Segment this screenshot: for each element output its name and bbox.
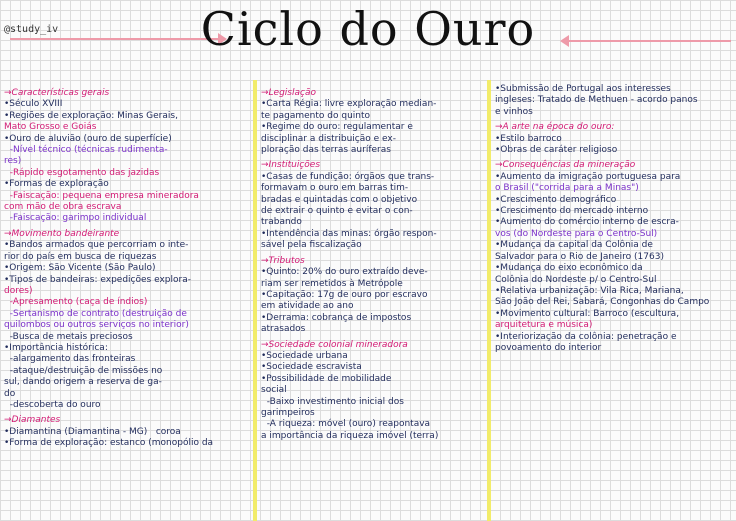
- note-line: do: [4, 388, 16, 399]
- note-line: atrasados: [261, 324, 306, 335]
- section-heading: →Tributos: [261, 255, 305, 266]
- note-line: •Origem: São Vicente (São Paulo): [4, 263, 156, 274]
- note-line: -Faiscação: garimpo individual: [4, 213, 147, 224]
- note-line: •Aumento do comércio interno de escra-: [495, 217, 679, 228]
- note-line: •Bandos armados que percorriam o inte-: [4, 240, 189, 251]
- notes-column-1: [4, 84, 252, 450]
- note-line: -Faiscação: pequena empresa mineradora: [4, 190, 199, 201]
- note-line: •Capitação: 17g de ouro por escravo: [261, 289, 428, 300]
- note-line: •Intendência das minas: órgão respon-: [261, 228, 437, 239]
- page-title: Ciclo do Ouro: [200, 2, 536, 56]
- note-line: •Forma de exploração: estanco (monopólio da: [4, 438, 214, 449]
- note-line: garimpeiros: [261, 407, 315, 418]
- note-line: •Ouro de aluvião (ouro de superfície): [4, 133, 172, 144]
- notes-column-3: [495, 84, 735, 354]
- note-line: povoamento do interior: [495, 342, 602, 353]
- note-line: -alargamento das fronteiras: [4, 354, 136, 365]
- note-line: -Sertanismo de contrato (destruição de: [4, 308, 187, 319]
- note-line: -Baixo investimento inicial dos: [261, 396, 404, 407]
- notes-column-2: [261, 84, 487, 442]
- section-heading: →Instituições: [261, 160, 321, 171]
- note-line: em atividade ao ano: [261, 301, 354, 312]
- note-line: te pagamento do quinto: [261, 110, 371, 121]
- note-line: -Rápido esgotamento das jazidas: [4, 167, 160, 178]
- note-line: bradas e quintadas com o objetivo: [261, 194, 418, 205]
- note-line: •Estilo barroco: [495, 133, 562, 144]
- note-line: arquitetura e música): [495, 320, 593, 331]
- note-line: •Século XVIII: [4, 99, 63, 110]
- note-line: com mão de obra escrava: [4, 202, 122, 213]
- note-line: ploração das terras auríferas: [261, 145, 391, 156]
- note-line: Colônia do Nordeste p/ o Centro-Sul: [495, 274, 657, 285]
- note-line: •Formas de exploração: [4, 179, 109, 190]
- note-line: •Derrama: cobrança de impostos: [261, 312, 412, 323]
- note-line: sável pela fiscalização: [261, 240, 362, 251]
- note-line: •Interiorização da colônia: penetração e: [495, 331, 677, 342]
- note-line: •Crescimento do mercado interno: [495, 206, 649, 217]
- note-line: •Diamantina (Diamantina - MG) coroa: [4, 426, 181, 437]
- section-heading: →Sociedade colonial mineradora: [261, 339, 408, 350]
- note-line: •Regime do ouro: regulamentar e: [261, 122, 413, 133]
- column-divider-2: [487, 80, 491, 521]
- note-line: -Nível técnico (técnicas rudimenta-: [4, 145, 168, 156]
- section-heading: →Características gerais: [4, 88, 110, 98]
- note-line: -Apresamento (caça de índios): [4, 297, 148, 308]
- note-line: •Tipos de bandeiras: expedições explora-: [4, 274, 191, 285]
- note-line: •Mudança do eixo econômico da: [495, 263, 643, 274]
- section-heading: →Consequências da mineração: [495, 160, 636, 171]
- note-line: vos (do Nordeste para o Centro-Sul): [495, 228, 658, 239]
- note-line: a importância da riqueza imóvel (terra): [261, 430, 439, 441]
- note-line: •Relativa urbanização: Vila Rica, Mariana,: [495, 285, 684, 296]
- note-line: disciplinar a distribuição e ex-: [261, 133, 396, 144]
- note-line: de extrair o quinto e evitar o con-: [261, 206, 413, 217]
- note-line: trabando: [261, 217, 302, 228]
- note-line: •Crescimento demográfico: [495, 194, 617, 205]
- note-line: res): [4, 156, 22, 167]
- note-line: •Movimento cultural: Barroco (escultura,: [495, 308, 680, 319]
- note-line: -descoberta do ouro: [4, 399, 101, 410]
- note-line: •Sociedade escravista: [261, 362, 362, 373]
- note-line: quilombos ou outros serviços no interior): [4, 320, 189, 331]
- note-line: •Quinto: 20% do ouro extraído deve-: [261, 267, 428, 278]
- section-heading: →Movimento bandeirante: [4, 228, 120, 239]
- section-heading: →Legislação: [261, 88, 316, 98]
- note-line: e vinhos: [495, 106, 533, 117]
- note-line: •Sociedade urbana: [261, 350, 348, 361]
- section-heading: →Diamantes: [4, 415, 61, 426]
- note-line: rior do país em busca de riquezas: [4, 251, 157, 262]
- note-line: •Obras de caráter religioso: [495, 145, 618, 156]
- note-line: social: [261, 385, 287, 396]
- author-handle: @study_iv: [4, 24, 59, 35]
- section-heading: →A arte na época do ouro:: [495, 122, 615, 133]
- note-line: riam ser remetidos à Metrópole: [261, 278, 403, 289]
- note-line: Mato Grosso e Goiás: [4, 122, 97, 133]
- note-line: •Submissão de Portugal aos interesses: [495, 84, 671, 94]
- note-line: •Regiões de exploração: Minas Gerais,: [4, 110, 178, 121]
- note-line: ingleses: Tratado de Methuen - acordo panos: [495, 95, 698, 106]
- note-line: -A riqueza: móvel (ouro) reapontava: [261, 419, 431, 430]
- note-line: dores): [4, 285, 33, 296]
- title-arrow-right: [566, 40, 731, 42]
- note-line: sul, dando origem a reserva de ga-: [4, 377, 162, 388]
- note-line: •Aumento da imigração portuguesa para: [495, 171, 681, 182]
- note-line: •Mudança da capital da Colônia de: [495, 240, 653, 251]
- note-line: •Importância histórica:: [4, 342, 108, 353]
- column-divider-1: [253, 80, 257, 521]
- note-line: São João del Rei, Sabará, Congonhas do Campo: [495, 297, 710, 308]
- note-line: •Possibilidade de mobilidade: [261, 373, 392, 384]
- note-line: •Carta Régia: livre exploração median-: [261, 99, 437, 110]
- note-line: -Busca de metais preciosos: [4, 331, 133, 342]
- note-line: o Brasil ("corrida para a Minas"): [495, 183, 639, 194]
- note-line: Salvador para o Rio de Janeiro (1763): [495, 251, 664, 262]
- note-line: formavam o ouro em barras tim-: [261, 183, 409, 194]
- note-line: •Casas de fundição: órgãos que trans-: [261, 171, 435, 182]
- note-line: -ataque/destruição de missões no: [4, 365, 163, 376]
